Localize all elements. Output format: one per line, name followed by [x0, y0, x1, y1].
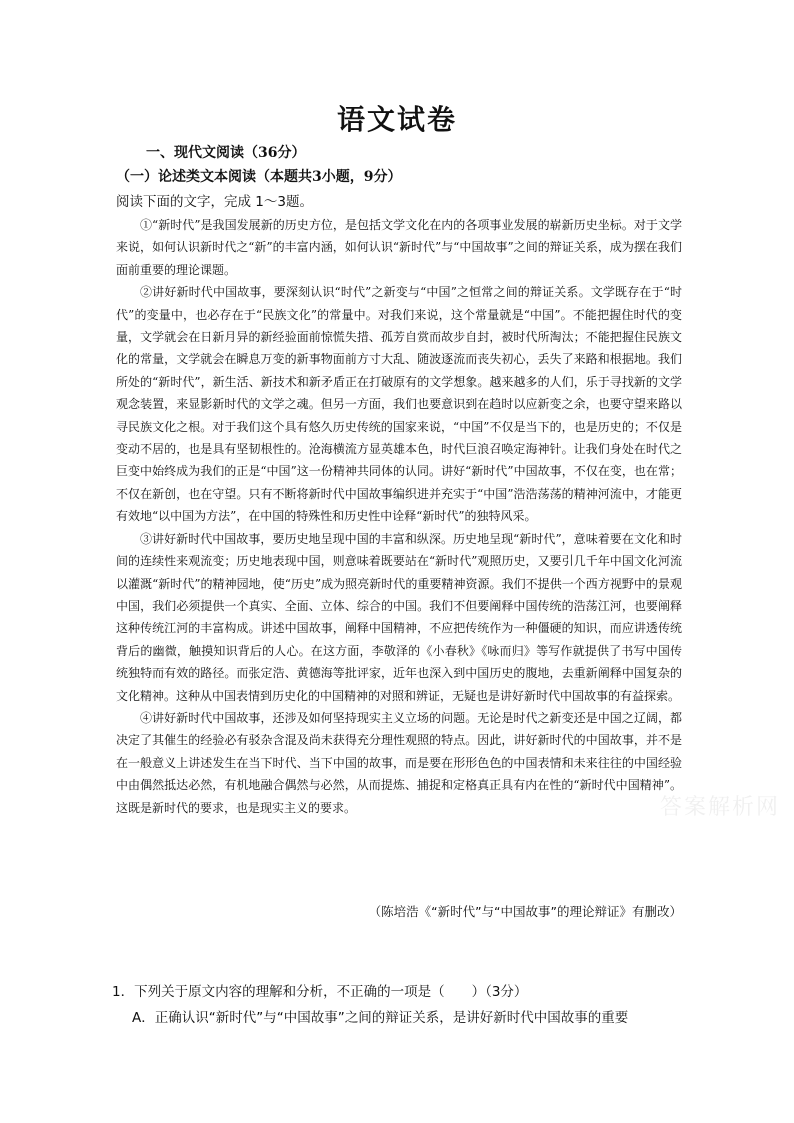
watermark: 答案解析网: [660, 795, 781, 820]
question-1-option-a: A．正确认识“新时代”与“中国故事”之间的辩证关系，是讲好新时代中国故事的重要: [132, 1010, 629, 1026]
passage-paragraph-1: ①“新时代”是我国发展新的历史方位，是包括文学文化在内的各项事业发展的崭新历史坐标。对于文学来说，如何认识新时代之“新”的丰富内涵，如何认识“新时代”与“中国故事”之间的辩证关系，成为摆在我们面前重要的理论课题。: [116, 218, 682, 277]
section-heading: 一、现代文阅读（36分）: [146, 145, 306, 161]
passage-paragraph-2: ②讲好新时代中国故事，要深刻认识“时代”之新变与“中国”之恒常之间的辩证关系。文学既存在于“时代”的变量中，也必存在于“民族文化”的常量中。对我们来说，这个常量就是“中国”。不能把握住时代的变量，文学就会在日新月异的新经验面前惊慌失措、孤芳自赏而故步自封，被时代所淘汰；不能把握住民族文化的常量，文学就会在瞬息万变的新事物面前方寸大乱、随波逐流而丧失初心，丢失了来路和根据地。我们所处的“新时代”，新生活、新技术和新矛盾正在打破原有的文学想象。越来越多的人们，乐于寻找新的文学观念装置，来显影新时代的文学之魂。但另一方面，我们也要意识到在趋时以应新变之余，也要守望来路以寻民族文化之根。对于我们这个具有悠久历史传统的国家来说，“中国”不仅是当下的，也是历史的；不仅是变动不居的，也是具有坚韧根性的。沧海横流方显英雄本色，时代巨浪召唤定海神针。让我们身处在时代之巨变中始终成为我们的正是“中国”这一份精神共同体的认同。讲好“新时代”中国故事，不仅在变，也在常；不仅在新创，也在守望。只有不断将新时代中国故事编织进并充实于“中国”浩浩荡荡的精神河流中，才能更有效地“以中国为方法”，在中国的特殊性和历史性中诠释“新时代”的独特风采。: [116, 285, 682, 524]
passage-paragraph-4: ④讲好新时代中国故事，还涉及如何坚持现实主义立场的问题。无论是时代之新变还是中国之辽阔，都决定了其催生的经验必有驳杂含混及尚未获得充分理性观照的特点。因此，讲好新时代的中国故事，并不是在一般意义上讲述发生在当下时代、当下中国的故事，而是要在形形色色的中国表情和未来往往的中国经验中由偶然抵达必然，有机地融合偶然与必然，从而提炼、捕捉和定格真正具有内在性的“新时代中国精神”。这既是新时代的要求，也是现实主义的要求。: [116, 710, 682, 815]
reading-instruction: 阅读下面的文字，完成 1～3题。: [116, 194, 313, 210]
page-title: 语文试卷: [336, 103, 457, 136]
passage-paragraph-3: ③讲好新时代中国故事，要历史地呈现中国的丰富和纵深。历史地呈现“新时代”，意味着要在文化和时间的连续性来观流变；历史地表现中国，则意味着既要站在“新时代”观照历史，又要引几千年中国文化河流以灌溉“新时代”的精神园地，使“历史”成为照亮新时代的重要精神资源。我们不提供一个西方视野中的景观中国，我们必须提供一个真实、全面、立体、综合的中国。我们不但要阐释中国传统的浩荡江河，也要阐释这种传统江河的丰富构成。讲述中国故事，阐释中国精神，不应把传统作为一种僵硬的知识，而应讲透传统背后的幽微，触摸知识背后的人心。在这方面，李敬泽的《小春秋》《咏而归》等写作就提供了书写中国传统独特而有效的路径。而张定浩、黄德海等批评家，近年也深入到中国历史的腹地，去重新阐释中国复杂的文化精神。这种从中国表情到历史化的中国精神的对照和辨证，无疑也是讲好新时代中国故事的有益探索。: [116, 531, 682, 703]
subsection-heading: （一）论述类文本阅读（本题共3小题，9分）: [116, 169, 402, 185]
reading-passage: [116, 214, 682, 819]
passage-source: （陈培浩《“新时代”与“中国故事”的理论辩证》有删改）: [368, 904, 682, 919]
question-1-stem: 1．下列关于原文内容的理解和分析，不正确的一项是（ ）（3分）: [112, 984, 528, 1000]
